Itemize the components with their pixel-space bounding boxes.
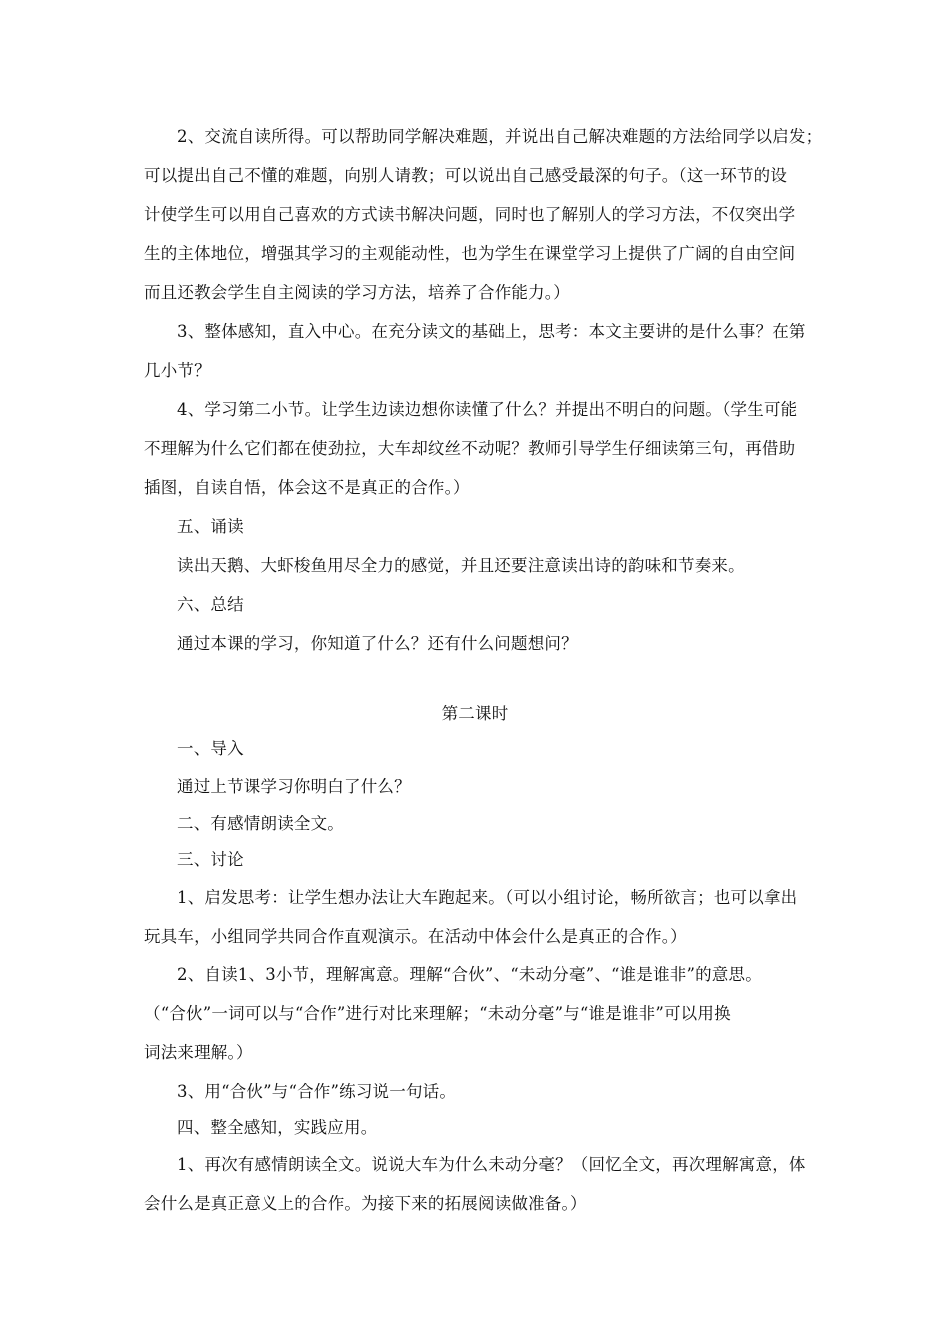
paragraph-line: 可以提出自己不懂的难题，向别人请教；可以说出自己感受最深的句子。（这一环节的设 (144, 166, 788, 185)
paragraph-line: 而且还教会学生自主阅读的学习方法，培养了合作能力。） (144, 283, 570, 302)
paragraph-line: 玩具车，小组同学共同合作直观演示。在活动中体会什么是真正的合作。） (144, 927, 687, 946)
paragraph-line: 4、学习第二小节。让学生边读边想你读懂了什么？并提出不明白的问题。（学生可能 (177, 400, 798, 419)
paragraph-line: 3、整体感知，直入中心。在充分读文的基础上，思考：本文主要讲的是什么事？在第 (177, 322, 806, 341)
section-heading: 四、整全感知，实践应用。 (177, 1118, 378, 1137)
paragraph-line: （“合伙”一词可以与“合作”进行对比来理解；“未动分毫”与“谁是谁非”可以用换 (144, 1004, 731, 1023)
paragraph-line: 几小节？ (144, 361, 211, 380)
paragraph-line: 通过本课的学习，你知道了什么？还有什么问题想问？ (177, 634, 578, 653)
paragraph-line: 2、交流自读所得。可以帮助同学解决难题，并说出自己解决难题的方法给同学以启发； (177, 127, 823, 146)
paragraph-line: 1、再次有感情朗读全文。说说大车为什么未动分毫？（回忆全文，再次理解寓意，体 (177, 1155, 806, 1174)
paragraph-line: 会什么是真正意义上的合作。为接下来的拓展阅读做准备。） (144, 1194, 587, 1213)
paragraph-line: 通过上节课学习你明白了什么？ (177, 777, 411, 796)
lesson-title: 第二课时 (441, 704, 509, 723)
paragraph-line: 词法来理解。） (144, 1043, 253, 1062)
paragraph-line: 3、用“合伙”与“合作”练习说一句话。 (177, 1082, 457, 1101)
section-heading: 一、导入 (177, 739, 244, 758)
paragraph-line: 生的主体地位，增强其学习的主观能动性，也为学生在课堂学习上提供了广阔的自由空间 (144, 244, 796, 263)
paragraph-line: 读出天鹅、大虾梭鱼用尽全力的感觉，并且还要注意读出诗的韵味和节奏来。 (177, 556, 745, 575)
section-heading: 三、讨论 (177, 850, 244, 869)
paragraph-line: 1、启发思考：让学生想办法让大车跑起来。（可以小组讨论，畅所欲言；也可以拿出 (177, 888, 798, 907)
section-heading: 五、诵读 (177, 517, 244, 536)
paragraph-line: 计使学生可以用自己喜欢的方式读书解决问题，同时也了解别人的学习方法，不仅突出学 (144, 205, 796, 224)
paragraph-line: 不理解为什么它们都在使劲拉，大车却纹丝不动呢？教师引导学生仔细读第三句，再借助 (144, 439, 796, 458)
paragraph-line: 插图，自读自悟，体会这不是真正的合作。） (144, 478, 470, 497)
section-heading: 六、总结 (177, 595, 244, 614)
paragraph-line: 2、自读1、3小节，理解寓意。理解“合伙”、“未动分毫”、“谁是谁非”的意思。 (177, 965, 762, 984)
section-heading: 二、有感情朗读全文。 (177, 814, 344, 833)
